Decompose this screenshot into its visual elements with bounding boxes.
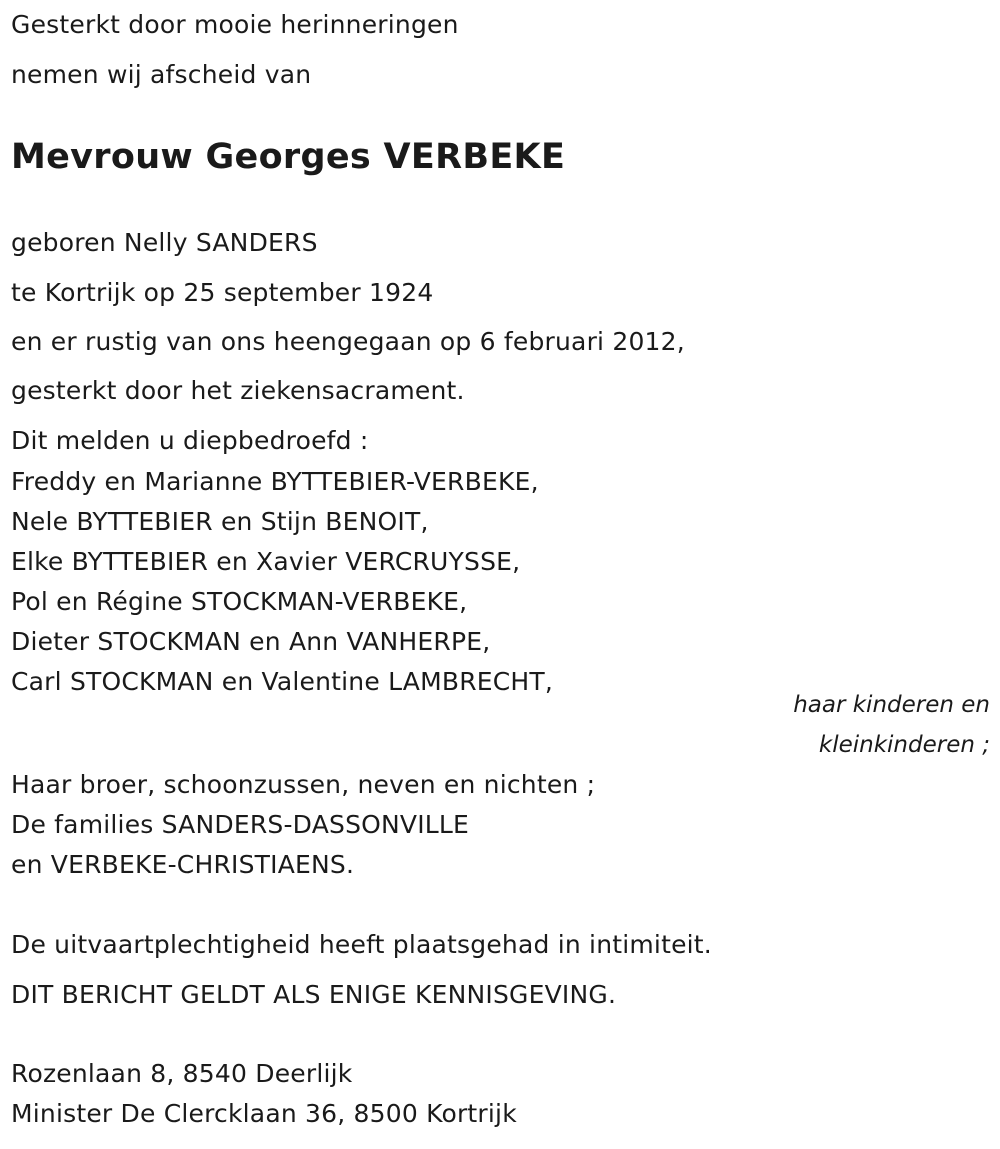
address-line: Rozenlaan 8, 8540 Deerlijk [11,1059,353,1088]
family-line: Nele BYTTEBIER en Stijn BENOIT, [11,507,429,536]
birth-line: te Kortrijk op 25 september 1924 [11,278,434,307]
sacrament-line: gesterkt door het ziekensacrament. [11,376,465,405]
family-line: Dieter STOCKMAN en Ann VANHERPE, [11,627,491,656]
relatives-line: Haar broer, schoonzussen, neven en nichten ; [11,770,596,799]
address-line: Minister De Clercklaan 36, 8500 Kortrijk [11,1099,517,1128]
intro-line-1: Gesterkt door mooie herinneringen [11,10,459,39]
relation-line-1: haar kinderen en [793,692,990,718]
death-line: en er rustig van ons heengegaan op 6 februari 2012, [11,327,685,356]
announcers-intro: Dit melden u diepbedroefd : [11,426,369,455]
relation-line-2: kleinkinderen ; [818,732,990,758]
family-line: Carl STOCKMAN en Valentine LAMBRECHT, [11,667,554,696]
intro-line-2: nemen wij afscheid van [11,60,312,89]
relatives-line: en VERBEKE-CHRISTIAENS. [11,850,355,879]
deceased-name: Mevrouw Georges VERBEKE [11,137,566,177]
relatives-line: De families SANDERS-DASSONVILLE [11,810,470,839]
family-line: Elke BYTTEBIER en Xavier VERCRUYSSE, [11,547,521,576]
notice-line: DIT BERICHT GELDT ALS ENIGE KENNISGEVING. [11,980,617,1009]
born-as-line: geboren Nelly SANDERS [11,228,318,257]
ceremony-line: De uitvaartplechtigheid heeft plaatsgehad in intimiteit. [11,930,712,959]
family-line: Freddy en Marianne BYTTEBIER-VERBEKE, [11,467,539,496]
family-line: Pol en Régine STOCKMAN-VERBEKE, [11,587,468,616]
